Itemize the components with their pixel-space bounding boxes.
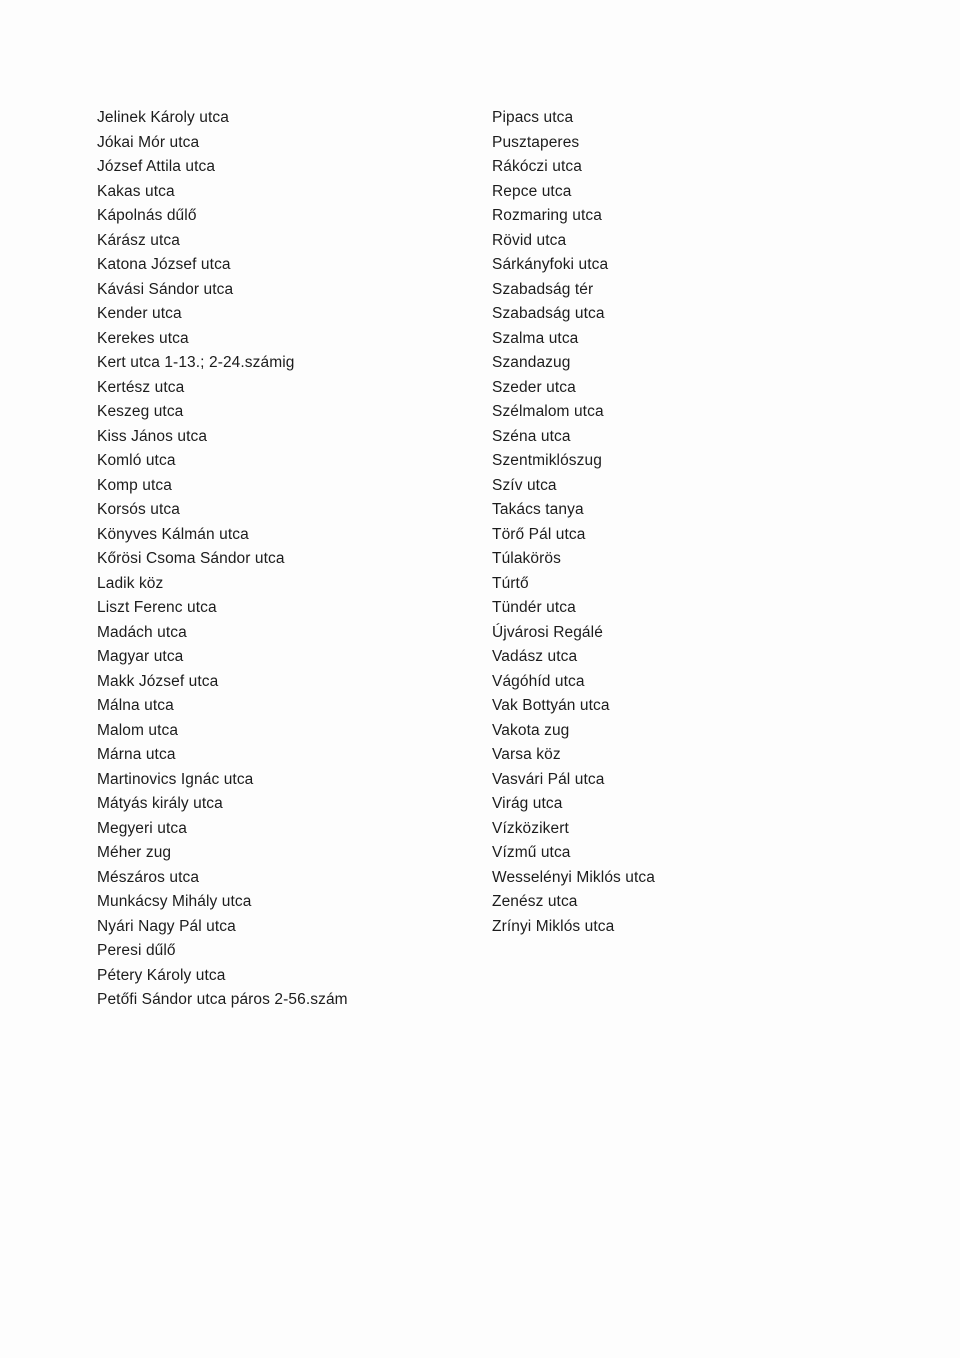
street-name-item: Magyar utca [97, 648, 184, 665]
street-name-item: Madách utca [97, 623, 187, 641]
street-name-item: Vakota zug [492, 721, 570, 739]
street-list-left-column [97, 106, 348, 1013]
street-name-item: József Attila utca [97, 158, 216, 175]
street-name-item: Wesselényi Miklós utca [492, 868, 655, 886]
street-name-item: Málna utca [97, 697, 174, 714]
street-name-item: Szabadság tér [492, 280, 594, 298]
street-name-item: Túlakörös [492, 550, 561, 567]
street-name-item: Széna utca [492, 427, 571, 445]
street-name-item: Repce utca [492, 182, 572, 200]
street-name-item: Kárász utca [97, 231, 180, 249]
street-name-item: Tündér utca [492, 599, 576, 616]
street-name-item: Kakas utca [97, 182, 175, 200]
street-name-item: Malom utca [97, 721, 179, 739]
street-name-item: Túrtő [492, 574, 529, 592]
street-name-item: Katona József utca [97, 256, 231, 273]
street-name-item: Szentmiklószug [492, 452, 602, 469]
street-name-item: Márna utca [97, 746, 176, 763]
street-name-item: Liszt Ferenc utca [97, 599, 217, 616]
street-name-item: Kőrösi Csoma Sándor utca [97, 550, 285, 567]
street-name-item: Kender utca [97, 305, 182, 322]
street-name-item: Jókai Mór utca [97, 133, 200, 151]
street-name-item: Szélmalom utca [492, 403, 604, 420]
street-name-item: Pusztaperes [492, 133, 580, 151]
street-name-item: Szabadság utca [492, 305, 605, 322]
street-name-item: Varsa köz [492, 746, 561, 763]
street-name-item: Szív utca [492, 476, 557, 494]
street-name-item: Szalma utca [492, 329, 579, 347]
street-name-item: Zrínyi Miklós utca [492, 917, 615, 935]
street-name-item: Kiss János utca [97, 427, 208, 445]
street-name-item: Pipacs utca [492, 109, 574, 126]
street-name-item: Vízközikert [492, 819, 569, 837]
street-name-item: Korsós utca [97, 501, 180, 518]
street-name-item: Újvárosi Regálé [492, 623, 603, 641]
street-name-item: Keszeg utca [97, 403, 184, 420]
street-name-item: Kertész utca [97, 378, 185, 396]
street-name-item: Sárkányfoki utca [492, 256, 609, 273]
street-name-item: Jelinek Károly utca [97, 109, 229, 126]
street-name-item: Vadász utca [492, 648, 578, 665]
street-name-item: Kert utca 1-13.; 2-24.számig [97, 354, 295, 371]
street-name-item: Vasvári Pál utca [492, 770, 605, 788]
street-name-item: Könyves Kálmán utca [97, 525, 249, 543]
street-name-item: Vízmű utca [492, 844, 571, 861]
street-name-item: Kápolnás dűlő [97, 207, 197, 224]
street-name-item: Rákóczi utca [492, 158, 582, 175]
street-name-item: Rövid utca [492, 231, 567, 249]
street-name-item: Vak Bottyán utca [492, 697, 610, 714]
street-list-right-column [492, 106, 655, 939]
street-name-item: Vágóhíd utca [492, 672, 585, 690]
street-name-item: Mátyás király utca [97, 795, 223, 812]
street-name-item: Martinovics Ignác utca [97, 770, 254, 788]
street-name-item: Kávási Sándor utca [97, 280, 234, 298]
street-name-item: Mészáros utca [97, 868, 200, 886]
street-name-item: Kerekes utca [97, 329, 189, 347]
street-name-item: Szandazug [492, 354, 571, 371]
street-name-item: Virág utca [492, 795, 563, 812]
street-name-item: Komló utca [97, 452, 176, 469]
street-name-item: Ladik köz [97, 574, 164, 592]
street-name-item: Takács tanya [492, 501, 584, 518]
street-name-item: Munkácsy Mihály utca [97, 893, 252, 910]
street-name-item: Nyári Nagy Pál utca [97, 917, 236, 935]
street-name-item: Törő Pál utca [492, 525, 586, 543]
street-name-item: Peresi dűlő [97, 942, 176, 959]
street-name-item: Pétery Károly utca [97, 966, 226, 984]
street-name-item: Rozmaring utca [492, 207, 602, 224]
street-name-item: Méher zug [97, 844, 172, 861]
street-name-item: Szeder utca [492, 378, 576, 396]
street-name-item: Komp utca [97, 476, 172, 494]
street-name-item: Petőfi Sándor utca páros 2-56.szám [97, 991, 348, 1008]
street-name-item: Makk József utca [97, 672, 219, 690]
street-name-item: Zenész utca [492, 893, 578, 910]
street-name-item: Megyeri utca [97, 819, 187, 837]
